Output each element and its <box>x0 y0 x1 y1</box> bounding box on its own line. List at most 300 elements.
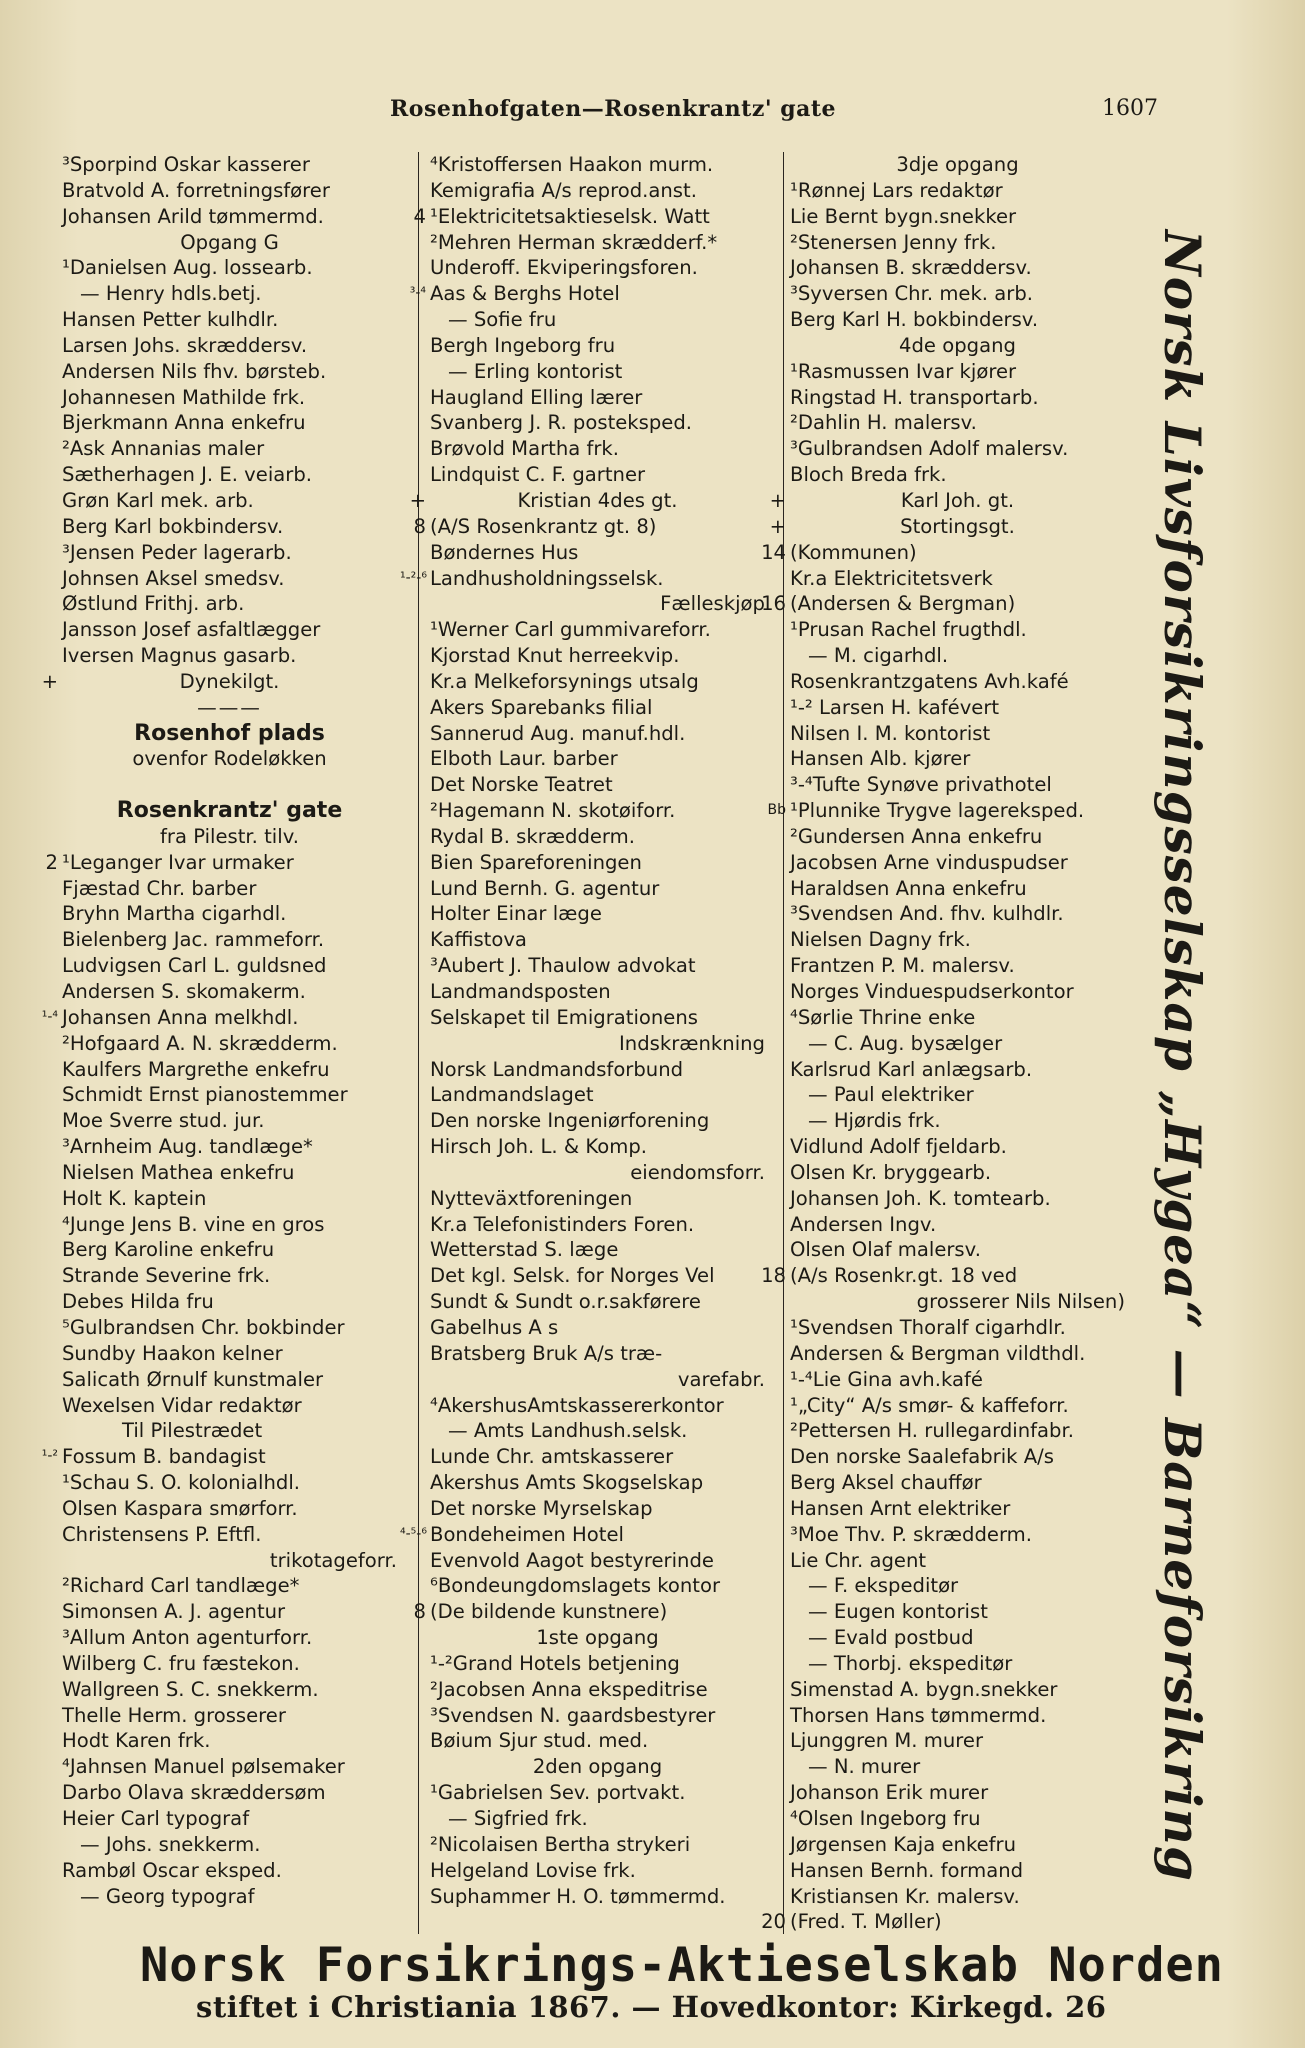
entry-text: Berg Karl H. bokbindersv. <box>790 308 1039 332</box>
directory-entry <box>430 1057 765 1083</box>
directory-entry <box>790 850 1125 876</box>
entry-text: Sundby Haakon kelner <box>62 1341 283 1365</box>
entry-text: Haraldsen Anna enkefru <box>790 876 1027 900</box>
entry-text: Olsen Olaf malersv. <box>790 1238 981 1262</box>
entry-text: Heier Carl typograf <box>62 1807 250 1830</box>
entry-text: ¹Werner Carl gummivareforr. <box>430 618 711 642</box>
entry-text: Nytteväxtforeningen <box>430 1186 633 1210</box>
entry-text: Larsen Johs. skræddersv. <box>62 333 308 357</box>
directory-entry <box>41 669 397 695</box>
entry-text: Det kgl. Selsk. for Norges Vel <box>430 1264 715 1288</box>
directory-entry <box>41 1005 397 1031</box>
directory-entry <box>790 1160 1125 1186</box>
column-divider <box>418 152 419 1934</box>
directory-entry <box>430 746 765 772</box>
column-divider <box>783 152 784 1934</box>
entry-text: ⁴Junge Jens B. vine en gros <box>62 1212 325 1236</box>
entry-text: — Georg typograf <box>80 1884 255 1908</box>
entry-text: Holter Einar læge <box>430 902 602 926</box>
directory-entry <box>790 721 1125 747</box>
entry-text: 1ste opgang <box>536 1626 659 1650</box>
directory-entry <box>430 540 765 566</box>
directory-entry <box>430 410 765 436</box>
entry-text: ⁴Olsen Ingeborg fru <box>790 1807 981 1830</box>
house-number-marker: + <box>769 488 786 512</box>
entry-text: Hirsch Joh. L. & Komp. <box>430 1135 647 1159</box>
directory-entry <box>430 1237 765 1263</box>
directory-entry <box>62 1212 397 1238</box>
directory-entry <box>62 1754 397 1780</box>
entry-text: ——— <box>197 695 262 719</box>
entry-text: Lunde Chr. amtskasserer <box>430 1445 674 1469</box>
directory-entry <box>790 1884 1125 1910</box>
directory-entry <box>62 798 397 824</box>
directory-entry <box>62 1573 397 1599</box>
directory-entry <box>413 514 765 540</box>
directory-entry <box>430 824 765 850</box>
entry-text: — Evald postbud <box>808 1626 974 1650</box>
entry-text: grosserer Nils Nilsen) <box>916 1290 1125 1314</box>
entry-text: Nielsen Dagny frk. <box>790 928 971 952</box>
entry-text: Bergh Ingeborg fru <box>430 333 616 357</box>
directory-entry <box>430 1806 765 1832</box>
house-number-marker: 16 <box>761 592 786 616</box>
entry-text: Jørgensen Kaja enkefru <box>790 1832 1017 1856</box>
entry-text: Olsen Kaspara smørforr. <box>62 1496 298 1520</box>
directory-entry <box>430 1548 765 1574</box>
entry-text: Andersen & Bergman vildthdl. <box>790 1341 1086 1365</box>
directory-entry <box>790 746 1125 772</box>
house-number-marker: + <box>769 514 786 538</box>
page-header <box>0 96 1305 130</box>
directory-entry <box>430 152 765 178</box>
directory-entry <box>62 359 397 385</box>
entry-text: ovenfor Rodeløkken <box>132 747 327 771</box>
entry-text: Fossum B. bandagist <box>62 1445 266 1469</box>
entry-text: ¹-⁴Lie Gina avh.kafé <box>790 1367 983 1391</box>
directory-entry <box>430 1160 765 1186</box>
directory-entry <box>790 1237 1125 1263</box>
entry-text: Lund Bernh. G. agentur <box>430 876 660 900</box>
directory-entry <box>790 385 1125 411</box>
directory-entry <box>430 178 765 204</box>
directory-entry <box>62 617 397 643</box>
entry-text: Hodt Karen frk. <box>62 1729 211 1753</box>
entry-text: ¹Plunnike Trygve lagereksped. <box>790 799 1085 823</box>
directory-entry <box>790 1832 1125 1858</box>
entry-text: — N. murer <box>808 1755 921 1779</box>
directory-entry <box>430 230 765 256</box>
entry-text: Kristiansen Kr. malersv. <box>790 1884 1020 1908</box>
directory-entry <box>62 927 397 953</box>
directory-entry <box>41 1444 397 1470</box>
directory-entry <box>790 281 1125 307</box>
directory-entry <box>430 695 765 721</box>
entry-text: — Thorbj. ekspeditør <box>808 1651 1013 1675</box>
directory-entry <box>790 1470 1125 1496</box>
page-title: Rosenhofgaten—Rosenkrantz' gate <box>390 96 837 122</box>
entry-text: Simonsen A. J. agentur <box>62 1600 286 1624</box>
directory-entry <box>761 1909 1125 1935</box>
directory-entry <box>790 255 1125 281</box>
directory-entry <box>430 255 765 281</box>
directory-entry <box>430 1884 765 1910</box>
entry-text: Hansen Arnt elektriker <box>790 1496 1011 1520</box>
entry-text: Berg Karoline enkefru <box>62 1238 275 1262</box>
directory-entry <box>62 591 397 617</box>
entry-text: ¹-² Larsen H. kafévert <box>790 695 1000 719</box>
directory-entry <box>790 1418 1125 1444</box>
directory-column-3 <box>761 152 1125 1935</box>
entry-text: 3dje opgang <box>896 153 1019 176</box>
entry-text: ³Jensen Peder lagerarb. <box>62 540 292 564</box>
directory-entry <box>790 436 1125 462</box>
entry-text: Gabelhus A s <box>430 1315 559 1339</box>
directory-entry <box>62 824 397 850</box>
entry-text: Østlund Frithj. arb. <box>62 592 245 616</box>
house-number-marker: Bb <box>767 802 786 819</box>
directory-entry <box>62 514 397 540</box>
entry-text: Underoff. Ekviperingsforen. <box>430 256 698 280</box>
directory-entry <box>430 1186 765 1212</box>
entry-text: Andersen Nils fhv. børsteb. <box>62 359 327 383</box>
directory-entry <box>430 979 765 1005</box>
entry-text: Kjorstad Knut herreekvip. <box>430 644 680 668</box>
directory-entry <box>761 591 1125 617</box>
entry-text: Schmidt Ernst pianostemmer <box>62 1083 348 1107</box>
entry-text: ³Svendsen And. fhv. kulhdlr. <box>790 902 1064 926</box>
directory-entry <box>62 1496 397 1522</box>
directory-entry <box>769 488 1125 514</box>
directory-entry <box>430 669 765 695</box>
entry-text: Wilberg C. fru fæstekon. <box>62 1651 300 1675</box>
entry-text: ⁴AkershusAmtskassererkontor <box>430 1393 724 1417</box>
directory-entry <box>790 566 1125 592</box>
page-number: 1607 <box>1102 96 1158 121</box>
directory-entry <box>430 1031 765 1057</box>
directory-entry <box>430 1005 765 1031</box>
entry-text: Den norske Ingeniørforening <box>430 1109 710 1133</box>
side-advertisement-text: Norsk Livsforsikringsselskap „Hygea“ — Barneforsikring <box>1153 230 1212 1882</box>
entry-text: (Fred. T. Møller) <box>790 1910 942 1934</box>
directory-entry <box>790 1082 1125 1108</box>
entry-text: (Andersen & Bergman) <box>790 592 1016 616</box>
entry-text: Berg Aksel chauffør <box>790 1471 982 1495</box>
entry-text: — Amts Landhush.selsk. <box>448 1419 688 1443</box>
entry-text: Simenstad A. bygn.snekker <box>790 1677 1058 1701</box>
directory-entry <box>430 953 765 979</box>
directory-entry <box>62 540 397 566</box>
entry-text: Lie Bernt bygn.snekker <box>790 204 1017 228</box>
entry-text: ²Ask Annanias maler <box>62 437 265 461</box>
directory-entry <box>409 281 765 307</box>
directory-entry <box>790 643 1125 669</box>
entry-text: ²Hofgaard A. N. skrædderm. <box>62 1031 338 1055</box>
directory-entry <box>790 359 1125 385</box>
directory-entry <box>62 281 397 307</box>
entry-text: Kr.a Telefonistinders Foren. <box>430 1212 695 1236</box>
directory-entry <box>430 1677 765 1703</box>
directory-entry <box>430 1134 765 1160</box>
directory-entry <box>790 1186 1125 1212</box>
entry-text: varefabr. <box>677 1367 765 1391</box>
entry-text: Karl Joh. gt. <box>900 488 1015 512</box>
directory-entry <box>62 1315 397 1341</box>
directory-entry <box>62 979 397 1005</box>
house-number-marker: 14 <box>761 540 786 564</box>
entry-text: Nielsen Mathea enkefru <box>62 1160 295 1184</box>
entry-text: Ljunggren M. murer <box>790 1729 984 1753</box>
entry-text: — C. Aug. bysælger <box>808 1031 1003 1055</box>
entry-text: Thelle Herm. grosserer <box>62 1703 286 1727</box>
directory-entry <box>430 850 765 876</box>
directory-entry <box>62 152 397 178</box>
entry-text: Stortingsgt. <box>900 514 1015 538</box>
entry-text: — Johs. snekkerm. <box>80 1832 261 1856</box>
directory-entry <box>790 1057 1125 1083</box>
house-number-marker: 4 <box>413 204 426 228</box>
directory-entry <box>62 1160 397 1186</box>
directory-entry <box>790 410 1125 436</box>
directory-entry <box>790 669 1125 695</box>
entry-text: Ludvigsen Carl L. guldsned <box>62 954 327 978</box>
directory-entry <box>62 1806 397 1832</box>
directory-entry <box>430 385 765 411</box>
entry-text: (Kommunen) <box>790 540 917 564</box>
directory-entry <box>790 1289 1125 1315</box>
directory-entry <box>430 1263 765 1289</box>
entry-text: Johansen Joh. K. tomtearb. <box>790 1186 1051 1210</box>
directory-entry <box>62 1522 397 1548</box>
house-number-marker: + <box>409 488 426 512</box>
entry-text: Johanson Erik murer <box>790 1781 989 1805</box>
entry-text: eiendomsforr. <box>630 1160 765 1184</box>
directory-entry <box>790 230 1125 256</box>
directory-entry <box>62 462 397 488</box>
directory-entry <box>62 255 397 281</box>
directory-entry <box>430 1444 765 1470</box>
house-number-marker: + <box>41 669 58 693</box>
entry-text: Elboth Laur. barber <box>430 747 618 771</box>
directory-entry <box>62 1651 397 1677</box>
directory-entry <box>62 746 397 772</box>
directory-entry <box>790 1134 1125 1160</box>
directory-entry <box>62 1031 397 1057</box>
directory-entry <box>62 1393 397 1419</box>
entry-text: Kaffistova <box>430 928 527 952</box>
entry-text: Holt K. kaptein <box>62 1186 207 1210</box>
entry-text: ²Stenersen Jenny frk. <box>790 230 997 254</box>
directory-entry <box>430 798 765 824</box>
entry-text: ¹Rønnej Lars redaktør <box>790 178 1003 202</box>
directory-entry <box>62 1134 397 1160</box>
entry-text: Selskapet til Emigrationens <box>430 1005 698 1029</box>
house-number-marker: 18 <box>761 1264 786 1288</box>
entry-text: Strande Severine frk. <box>62 1264 271 1288</box>
entry-text: Fælleskjøp <box>660 592 765 616</box>
house-number-marker: ³-⁴ <box>409 285 426 302</box>
entry-text: ¹-²Grand Hotels betjening <box>430 1651 680 1675</box>
entry-text: — M. cigarhdl. <box>808 644 949 668</box>
directory-entry <box>430 1573 765 1599</box>
directory-entry <box>62 1625 397 1651</box>
directory-entry <box>430 436 765 462</box>
directory-entry <box>62 1082 397 1108</box>
directory-entry <box>430 1393 765 1419</box>
entry-text: Bratvold A. forretningsfører <box>62 178 330 202</box>
entry-text: ²Mehren Herman skrædderf.* <box>430 230 718 254</box>
entry-text: Jansson Josef asfaltlægger <box>62 618 321 642</box>
entry-text: ³Moe Thv. P. skrædderm. <box>790 1522 1032 1546</box>
directory-entry <box>761 540 1125 566</box>
entry-text: Johnsen Aksel smedsv. <box>62 566 285 590</box>
directory-entry <box>62 876 397 902</box>
directory-entry <box>790 927 1125 953</box>
entry-text: ²Pettersen H. rullegardinfabr. <box>790 1419 1074 1443</box>
entry-text: Andersen S. skomakerm. <box>62 980 306 1003</box>
directory-entry <box>400 566 765 592</box>
directory-entry <box>790 979 1125 1005</box>
entry-text: Indskrænkning <box>619 1031 765 1055</box>
entry-text: Akershus Amts Skogselskap <box>430 1471 704 1495</box>
directory-entry <box>790 695 1125 721</box>
directory-entry <box>62 1237 397 1263</box>
directory-entry <box>790 1367 1125 1393</box>
entry-text: (De bildende kunstnere) <box>430 1600 668 1624</box>
entry-text: Bien Spareforeningen <box>430 850 642 874</box>
directory-entry <box>769 514 1125 540</box>
house-number-marker: 2 <box>45 850 58 874</box>
entry-text: ³-⁴Tufte Synøve privathotel <box>790 773 1052 797</box>
directory-entry <box>62 1367 397 1393</box>
entry-text: Olsen Kr. bryggearb. <box>790 1160 992 1184</box>
directory-entry <box>62 1677 397 1703</box>
directory-entry <box>430 1780 765 1806</box>
entry-text: — Henry hdls.betj. <box>80 282 262 306</box>
entry-text: Sætherhagen J. E. veiarb. <box>62 463 313 487</box>
entry-text: ²Dahlin H. malersv. <box>790 411 977 435</box>
directory-entry <box>790 772 1125 798</box>
entry-text: (A/S Rosenkrantz gt. 8) <box>430 514 657 538</box>
directory-entry <box>45 850 397 876</box>
entry-text: ⁴Jahnsen Manuel pølsemaker <box>62 1755 345 1779</box>
entry-text: Johansen Anna melkhdl. <box>62 1005 299 1029</box>
directory-entry <box>430 927 765 953</box>
directory-entry <box>790 1212 1125 1238</box>
entry-text: Karlsrud Karl anlægsarb. <box>790 1057 1033 1081</box>
directory-entry <box>430 591 765 617</box>
entry-text: ¹Elektricitetsaktieselsk. Watt <box>430 204 710 228</box>
entry-text: trikotageforr. <box>269 1548 397 1572</box>
entry-text: ³Sporpind Oskar kasserer <box>62 153 310 176</box>
directory-entry <box>430 1625 765 1651</box>
entry-text: Til Pilestrædet <box>122 1419 263 1443</box>
entry-text: Darbo Olava skræddersøm <box>62 1781 326 1805</box>
directory-entry <box>430 1728 765 1754</box>
directory-entry <box>62 488 397 514</box>
entry-text: Debes Hilda fru <box>62 1290 214 1314</box>
entry-text: Suphammer H. O. tømmermd. <box>430 1884 726 1908</box>
entry-text: ¹„City“ A/s smør- & kaffeforr. <box>790 1393 1069 1417</box>
entry-text: Opgang G <box>180 230 279 254</box>
directory-entry <box>790 1703 1125 1729</box>
directory-entry <box>790 1341 1125 1367</box>
directory-entry <box>62 721 397 747</box>
directory-entry <box>790 1625 1125 1651</box>
directory-entry <box>790 876 1125 902</box>
entry-text: Wetterstad S. læge <box>430 1238 619 1262</box>
entry-text: 4de opgang <box>899 333 1016 357</box>
directory-entry <box>62 436 397 462</box>
directory-entry <box>430 307 765 333</box>
directory-entry <box>790 152 1125 178</box>
entry-text: Iversen Magnus gasarb. <box>62 644 297 668</box>
entry-text: Hansen Petter kulhdlr. <box>62 308 279 332</box>
directory-entry <box>62 953 397 979</box>
entry-text: ⁴Sørlie Thrine enke <box>790 1005 976 1029</box>
entry-text: Rambøl Oscar eksped. <box>62 1858 282 1882</box>
directory-entry <box>62 204 397 230</box>
entry-text: Christensens P. Eftfl. <box>62 1522 262 1546</box>
entry-text: — Sofie fru <box>448 308 557 332</box>
directory-entry <box>790 1651 1125 1677</box>
directory-entry <box>430 333 765 359</box>
directory-entry <box>62 1341 397 1367</box>
directory-entry <box>790 1728 1125 1754</box>
entry-text: Grøn Karl mek. arb. <box>62 488 254 512</box>
directory-entry <box>62 643 397 669</box>
directory-entry <box>790 307 1125 333</box>
directory-entry <box>62 1703 397 1729</box>
entry-text: Johansen Arild tømmermd. <box>62 204 324 228</box>
directory-entry <box>430 1754 765 1780</box>
entry-text: ⁴Kristoffersen Haakon murm. <box>430 153 714 176</box>
directory-entry <box>62 1057 397 1083</box>
directory-entry <box>790 824 1125 850</box>
entry-text: ³Aubert J. Thaulow advokat <box>430 954 696 978</box>
entry-text: — Hjørdis frk. <box>808 1109 941 1133</box>
side-advertisement <box>1153 230 1220 1882</box>
directory-entry <box>790 333 1125 359</box>
entry-text: Bøndernes Hus <box>430 540 579 564</box>
directory-entry <box>790 1031 1125 1057</box>
entry-text: (A/s Rosenkr.gt. 18 ved <box>790 1264 1018 1288</box>
directory-entry <box>413 1599 765 1625</box>
directory-entry <box>790 178 1125 204</box>
house-number-marker: ¹-⁴ <box>41 1008 58 1025</box>
directory-entry <box>430 1289 765 1315</box>
entry-text: Bloch Breda frk. <box>790 463 947 487</box>
directory-entry <box>430 1858 765 1884</box>
directory-entry <box>790 1522 1125 1548</box>
directory-entry <box>430 1470 765 1496</box>
entry-text: Hansen Alb. kjører <box>790 747 971 771</box>
directory-entry <box>790 462 1125 488</box>
directory-entry <box>62 1186 397 1212</box>
directory-entry <box>430 1212 765 1238</box>
entry-text: ³Syversen Chr. mek. arb. <box>790 282 1033 306</box>
directory-entry <box>790 1315 1125 1341</box>
entry-text: Helgeland Lovise frk. <box>430 1858 636 1882</box>
entry-text: Rosenkrantz' gate <box>116 798 343 824</box>
entry-text: Rydal B. skrædderm. <box>430 824 635 848</box>
entry-text: Svanberg J. R. postekspеd. <box>430 411 693 435</box>
entry-text: ¹Danielsen Aug. lossearb. <box>62 256 313 280</box>
directory-entry <box>430 359 765 385</box>
entry-text: Det Norske Teatret <box>430 773 613 797</box>
entry-text: ¹Gabrielsen Sev. portvakt. <box>430 1781 686 1805</box>
entry-text: Thorsen Hans tømmermd. <box>790 1703 1047 1727</box>
